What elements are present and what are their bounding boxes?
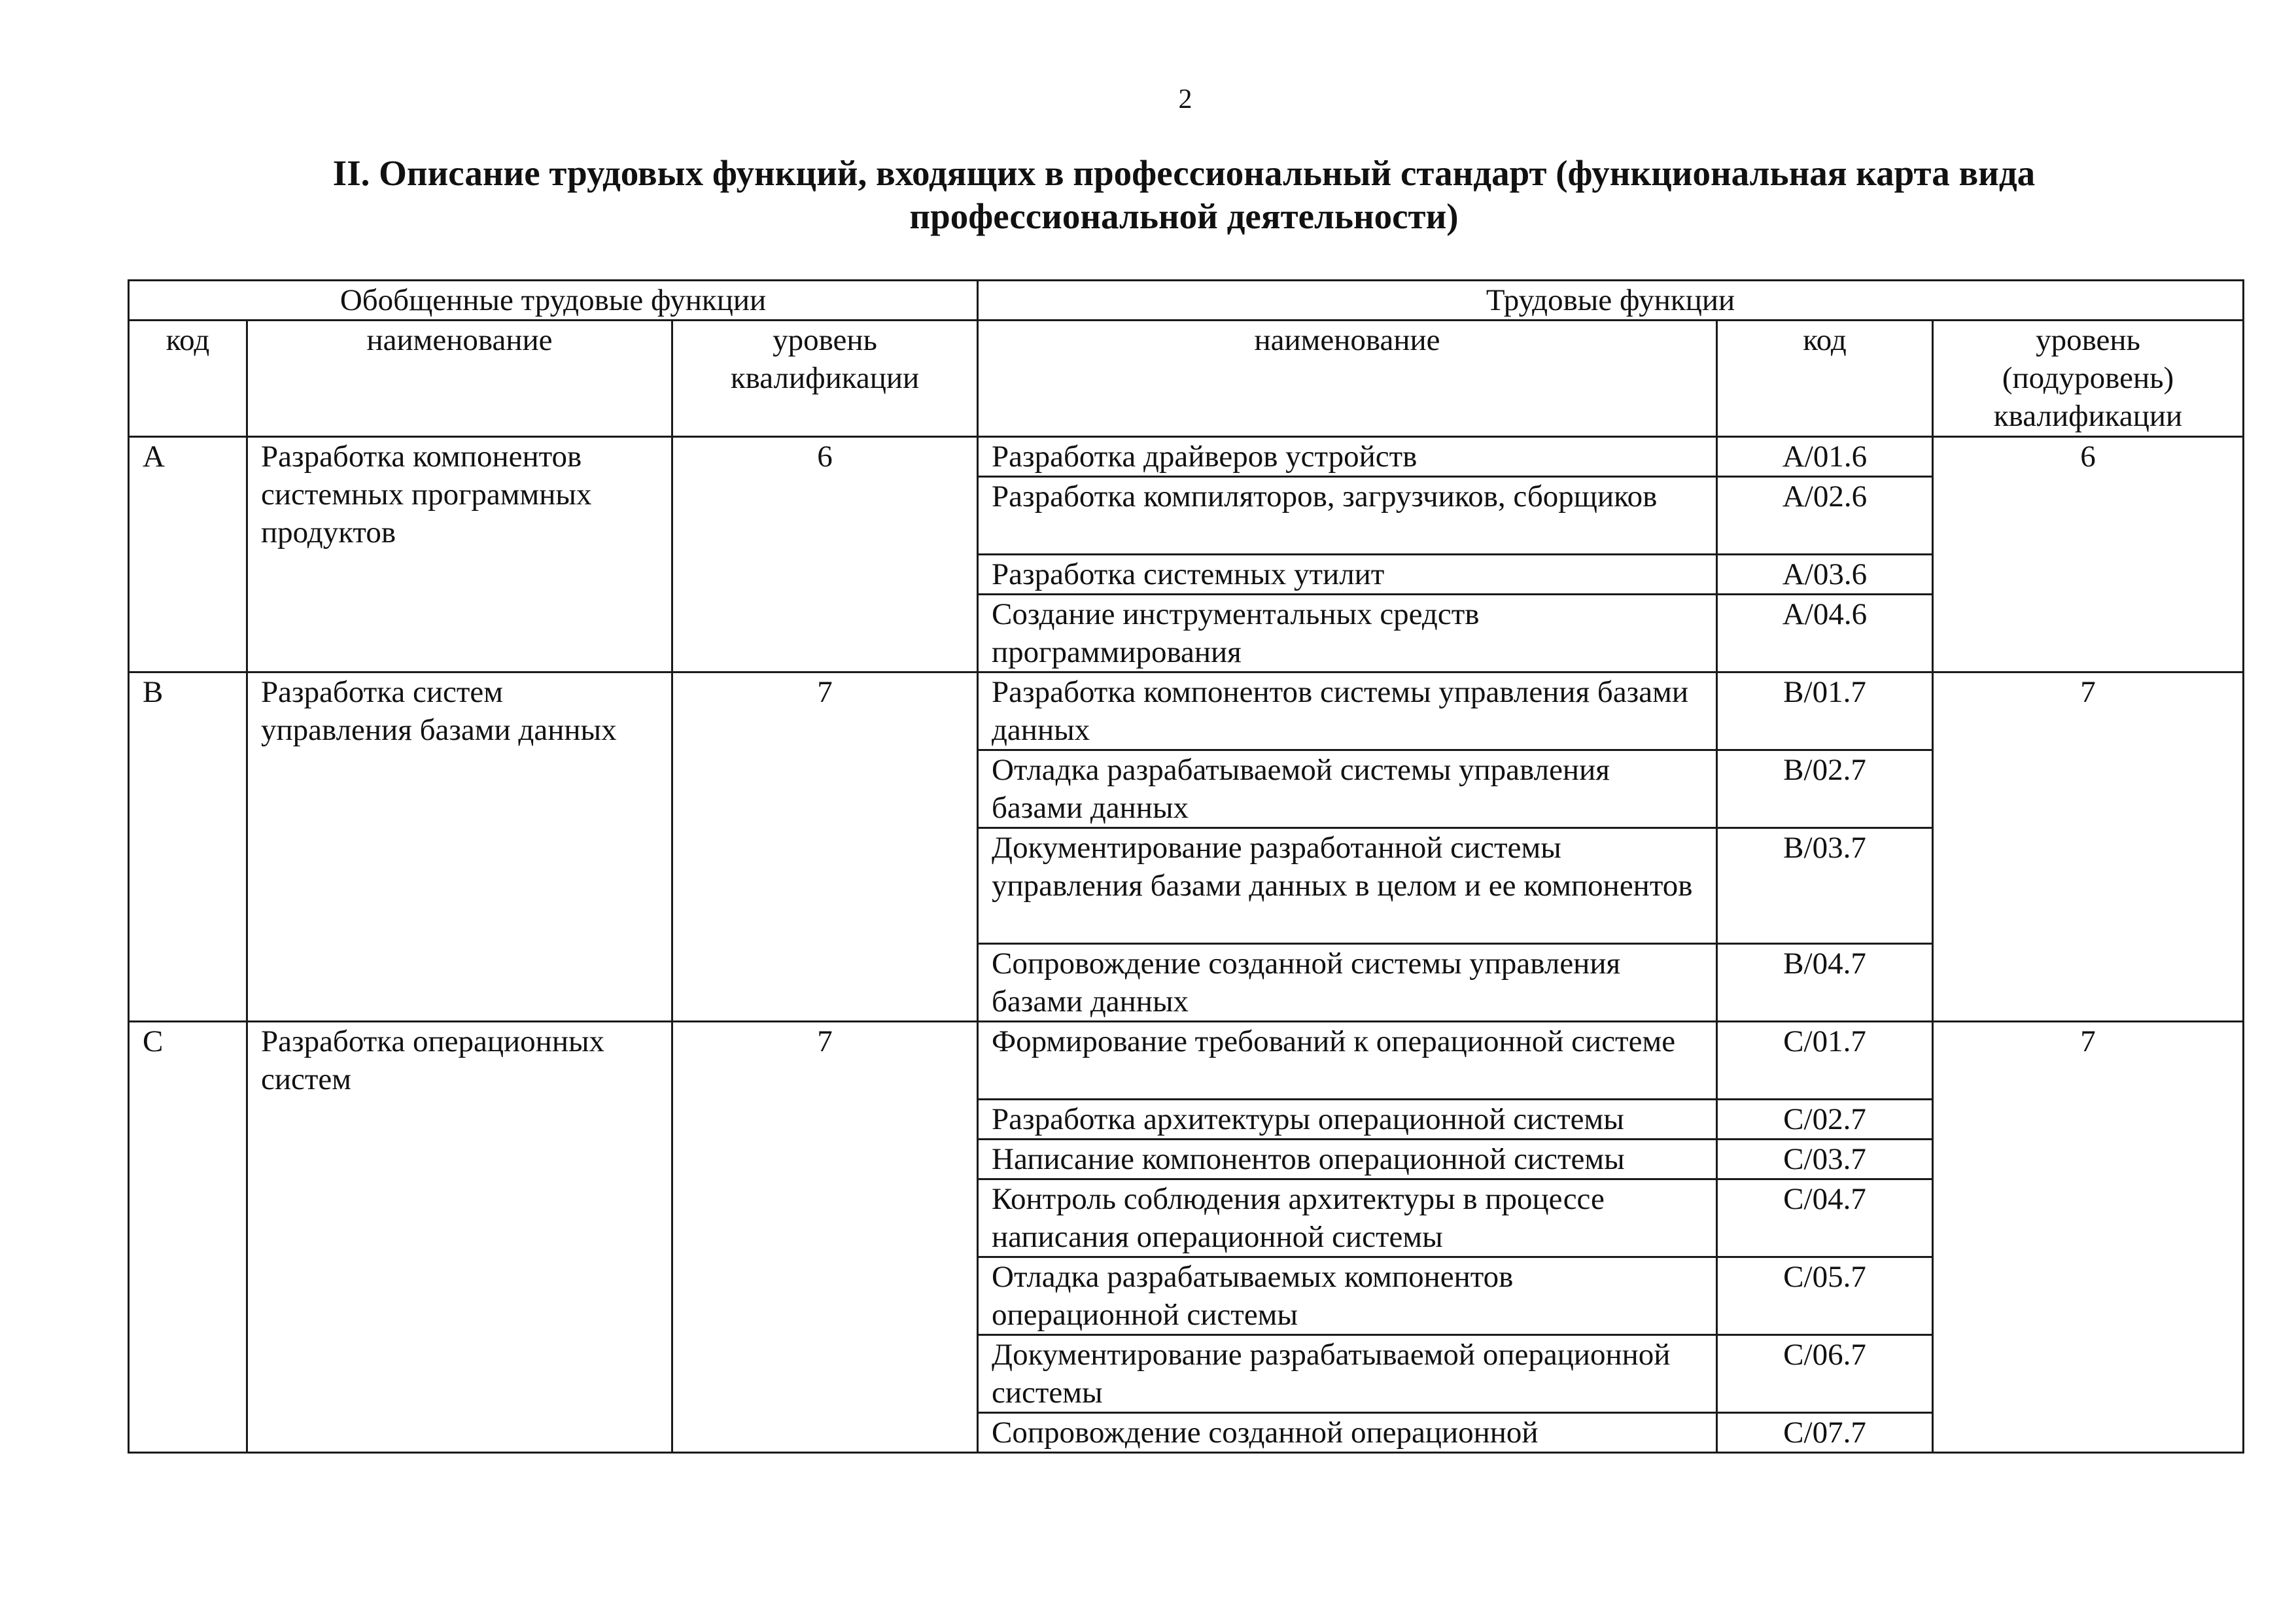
group-level: 6 bbox=[672, 437, 978, 672]
function-code: B/02.7 bbox=[1717, 750, 1933, 828]
function-name: Разработка драйверов устройств bbox=[978, 437, 1717, 477]
group-name: Разработка систем управления базами данных bbox=[247, 672, 672, 1022]
header-generalized-functions: Обобщенные трудовые функции bbox=[129, 281, 978, 321]
col-header-name: наименование bbox=[247, 321, 672, 437]
function-name: Разработка компонентов системы управления базами данных bbox=[978, 672, 1717, 750]
function-name: Разработка системных утилит bbox=[978, 555, 1717, 595]
function-name: Документирование разработанной системы управления базами данных в целом и ее компонентов bbox=[978, 828, 1717, 944]
group-level: 7 bbox=[672, 672, 978, 1022]
title-line-2: профессиональной деятельности) bbox=[909, 196, 1459, 236]
function-name: Документирование разрабатываемой операционной системы bbox=[978, 1335, 1717, 1413]
function-name: Создание инструментальных средств программирования bbox=[978, 595, 1717, 672]
group-code: A bbox=[129, 437, 247, 672]
function-code: A/03.6 bbox=[1717, 555, 1933, 595]
function-name: Разработка архитектуры операционной системы bbox=[978, 1100, 1717, 1140]
function-code: C/03.7 bbox=[1717, 1140, 1933, 1179]
function-name: Отладка разрабатываемых компонентов операционной системы bbox=[978, 1257, 1717, 1335]
col-header-code: код bbox=[129, 321, 247, 437]
function-code: B/03.7 bbox=[1717, 828, 1933, 944]
function-code: C/04.7 bbox=[1717, 1179, 1933, 1257]
page-number: 2 bbox=[1178, 84, 1192, 114]
function-name: Контроль соблюдения архитектуры в процессе написания операционной системы bbox=[978, 1179, 1717, 1257]
group-code: B bbox=[129, 672, 247, 1022]
col-header-tf-name: наименование bbox=[978, 321, 1717, 437]
header-labor-functions: Трудовые функции bbox=[978, 281, 2244, 321]
function-code: C/06.7 bbox=[1717, 1335, 1933, 1413]
function-name: Разработка компиляторов, загрузчиков, сборщиков bbox=[978, 477, 1717, 555]
function-name: Отладка разрабатываемой системы управления базами данных bbox=[978, 750, 1717, 828]
table-row bbox=[129, 437, 2244, 477]
function-code: B/04.7 bbox=[1717, 944, 1933, 1022]
function-code: C/02.7 bbox=[1717, 1100, 1933, 1140]
function-code: A/01.6 bbox=[1717, 437, 1933, 477]
function-code: C/07.7 bbox=[1717, 1413, 1933, 1453]
function-sublevel: 7 bbox=[1933, 672, 2244, 1022]
function-name: Формирование требований к операционной системе bbox=[978, 1022, 1717, 1100]
col-header-tf-level: уровень (подуровень) квалификации bbox=[1933, 321, 2244, 437]
function-code: C/05.7 bbox=[1717, 1257, 1933, 1335]
function-code: A/02.6 bbox=[1717, 477, 1933, 555]
function-sublevel: 6 bbox=[1933, 437, 2244, 672]
page-title bbox=[128, 152, 2240, 238]
group-name: Разработка компонентов системных программных продуктов bbox=[247, 437, 672, 672]
function-name: Сопровождение созданной операционной bbox=[978, 1413, 1717, 1453]
function-code: C/01.7 bbox=[1717, 1022, 1933, 1100]
function-code: B/01.7 bbox=[1717, 672, 1933, 750]
function-sublevel: 7 bbox=[1933, 1022, 2244, 1453]
title-line-1: II. Описание трудовых функций, входящих в профессиональный стандарт (функциональная карта вида bbox=[332, 153, 2036, 193]
column-header-row bbox=[129, 321, 2244, 437]
group-header-row bbox=[129, 281, 2244, 321]
col-header-level: уровень квалификации bbox=[672, 321, 978, 437]
table-row bbox=[129, 672, 2244, 750]
col-header-tf-code: код bbox=[1717, 321, 1933, 437]
function-name: Сопровождение созданной системы управления базами данных bbox=[978, 944, 1717, 1022]
table-row bbox=[129, 1022, 2244, 1100]
group-level: 7 bbox=[672, 1022, 978, 1453]
function-name: Написание компонентов операционной системы bbox=[978, 1140, 1717, 1179]
group-code: C bbox=[129, 1022, 247, 1453]
function-code: A/04.6 bbox=[1717, 595, 1933, 672]
functional-map-table bbox=[128, 279, 2244, 1454]
group-name: Разработка операционных систем bbox=[247, 1022, 672, 1453]
